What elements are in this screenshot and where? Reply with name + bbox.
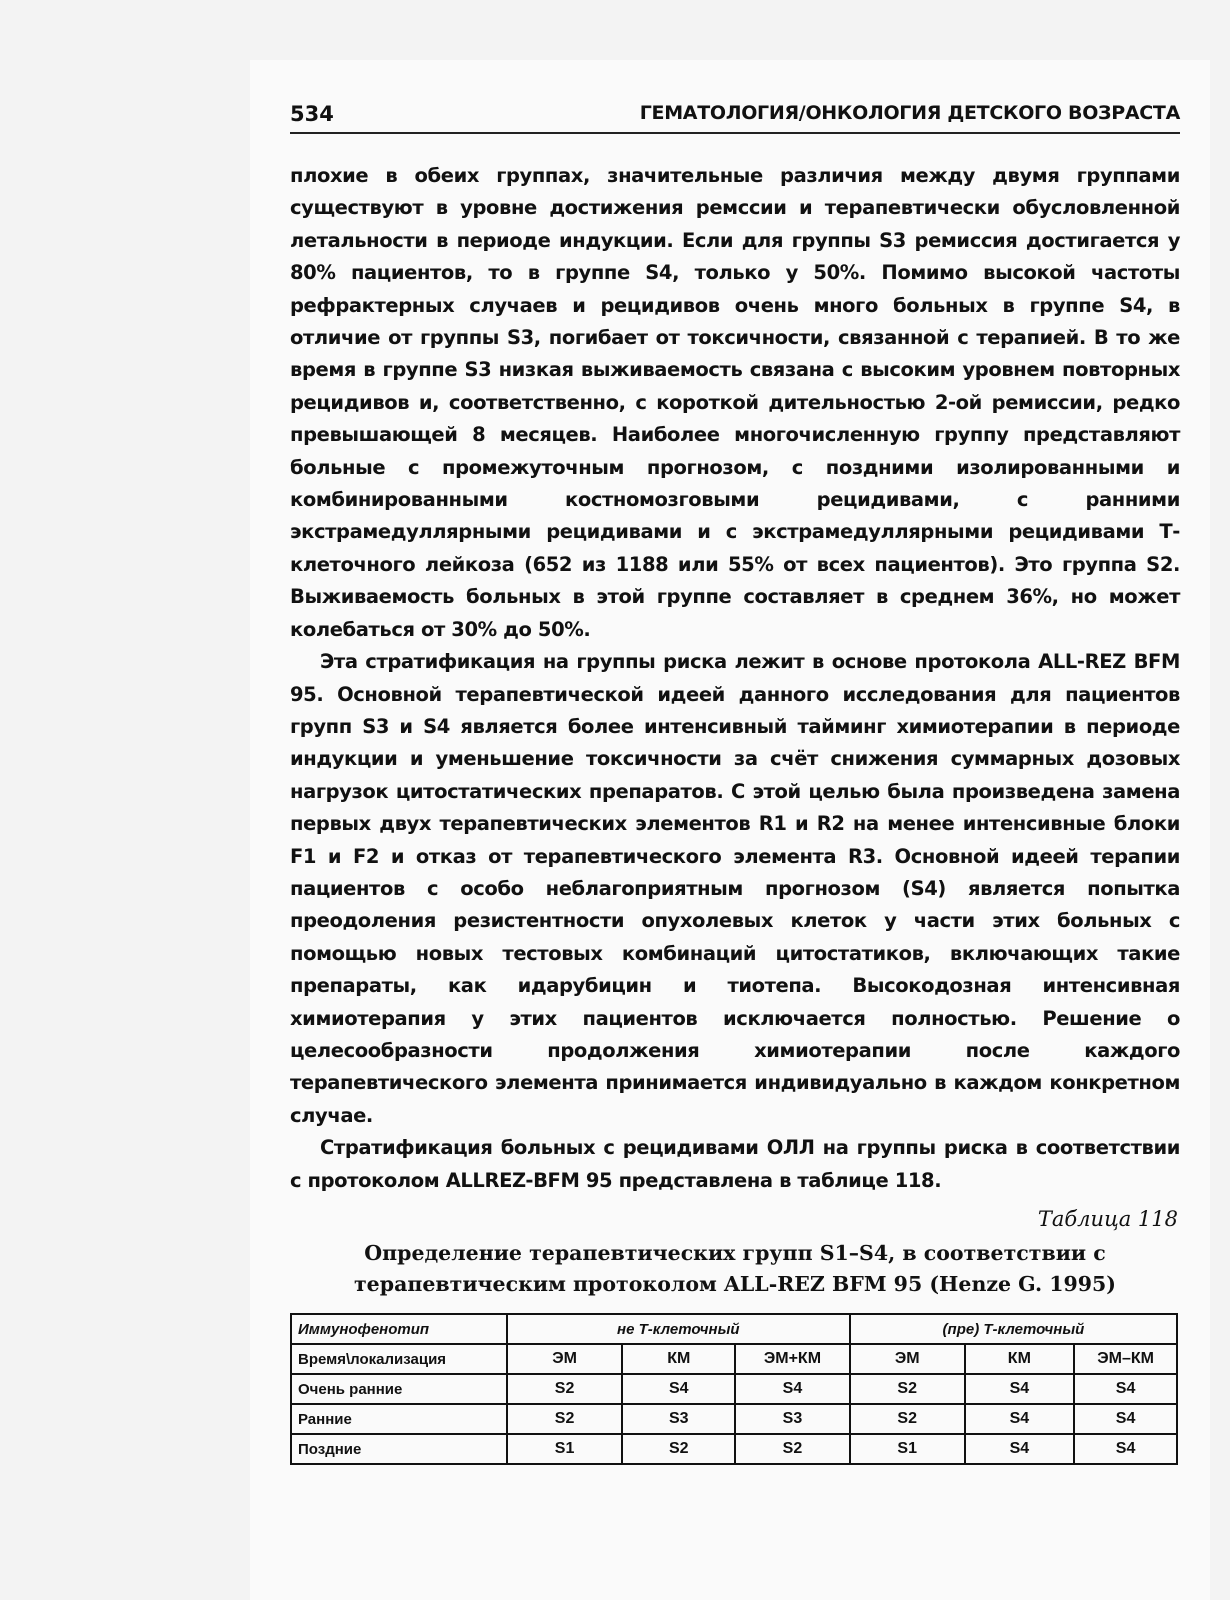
- table-cell: S2: [507, 1404, 623, 1434]
- table-caption-line-1: Определение терапевтических групп S1–S4, в соответствии с: [364, 1241, 1106, 1265]
- table-cell: S4: [1074, 1374, 1177, 1404]
- running-title: ГЕМАТОЛОГИЯ/ОНКОЛОГИЯ ДЕТСКОГО ВОЗРАСТА: [639, 102, 1180, 124]
- table-cell: S2: [850, 1404, 965, 1434]
- row-label: Поздние: [291, 1434, 507, 1464]
- table-cell: S4: [1074, 1434, 1177, 1464]
- table-caption-line-2: терапевтическим протоколом ALL-REZ BFM 95 (Henze G. 1995): [353, 1272, 1116, 1296]
- table-row: [291, 1434, 1177, 1464]
- table-caption: [290, 1238, 1180, 1300]
- subheader-cell: ЭМ–КМ: [1074, 1344, 1177, 1374]
- subheader-cell: КМ: [622, 1344, 735, 1374]
- table-subheader-row: [291, 1344, 1177, 1374]
- table-cell: S2: [622, 1434, 735, 1464]
- table-cell: S3: [622, 1404, 735, 1434]
- subheader-cell: ЭМ+КМ: [735, 1344, 850, 1374]
- table-cell: S2: [850, 1374, 965, 1404]
- table-cell: S4: [965, 1374, 1075, 1404]
- paragraph-3: Стратификация больных с рецидивами ОЛЛ на группы риска в соответствии с протоколом ALLREZ-BFM 95 представлена в таблице 118.: [290, 1136, 1180, 1192]
- table-cell: S4: [965, 1404, 1075, 1434]
- table-cell: S1: [507, 1434, 623, 1464]
- row-label: Ранние: [291, 1404, 507, 1434]
- risk-groups-table: [290, 1313, 1178, 1465]
- paragraph-1: плохие в обеих группах, значительные различия между двумя группами существуют в уровне достижения ремссии и терапевтически обусловленной летальности в периоде индукции. Если для группы S3 ремиссия достигается у 80% пациентов, то в группе S4, только у 50%. Помимо высокой частоты рефрактерных случаев и рецидивов очень много больных в группе S4, в отличие от группы S3, погибает от токсичности, связанной с терапией. В то же время в группе S3 низкая выживаемость связана с высоким уровнем повторных рецидивов и, соответственно, с короткой дительностью 2-ой ремиссии, редко превышающей 8 месяцев. Наиболее многочисленную группу представляют больные с промежуточным прогнозом, с поздними изолированными и комбинированными костномозговыми рецидивами, с ранними экстрамедуллярными рецидивами и с экстрамедуллярными рецидивами Т-клеточного лейкоза (652 из 1188 или 55% от всех пациентов). Это группа S2. Выживаемость больных в этой группе составляет в среднем 36%, но может колебаться от 30% до 50%.: [290, 164, 1180, 641]
- subheader-cell: ЭМ: [507, 1344, 623, 1374]
- subheader-label: Время\локализация: [291, 1344, 507, 1374]
- table-cell: S4: [1074, 1404, 1177, 1434]
- table-cell: S2: [507, 1374, 623, 1404]
- paragraph-2: Эта стратификация на группы риска лежит в основе протокола ALL-REZ BFM 95. Основной терапевтической идеей данного исследования для пациентов групп S3 и S4 является более интенсивный тайминг химиотерапии в периоде индукции и уменьшение токсичности за счёт снижения суммарных дозовых нагрузок цитостатических препаратов. С этой целью была произведена замена первых двух терапевтических элементов R1 и R2 на менее интенсивные блоки F1 и F2 и отказ от терапевтического элемента R3. Основной идеей терапии пациентов с особо неблагоприятным прогнозом (S4) является попытка преодоления резистентности опухолевых клеток у части этих больных с помощью новых тестовых комбинаций цитостатиков, включающих такие препараты, как идарубицин и тиотепа. Высокодозная интенсивная химиотерапия у этих пациентов исключается полностью. Решение о целесообразности продолжения химиотерапии после каждого терапевтического элемента принимается индивидуально в каждом конкретном случае.: [290, 650, 1180, 1127]
- subheader-cell: ЭМ: [850, 1344, 965, 1374]
- row-label: Очень ранние: [291, 1374, 507, 1404]
- subheader-cell: КМ: [965, 1344, 1075, 1374]
- table-cell: S4: [965, 1434, 1075, 1464]
- table-cell: S2: [735, 1434, 850, 1464]
- table-row: [291, 1404, 1177, 1434]
- table-cell: S4: [735, 1374, 850, 1404]
- header-phenotype: Иммунофенотип: [291, 1314, 507, 1344]
- table-cell: S4: [622, 1374, 735, 1404]
- header-pre-t-cell: (пре) Т-клеточный: [850, 1314, 1177, 1344]
- body-text: [290, 160, 1180, 1197]
- table-label: Таблица 118: [1037, 1207, 1178, 1231]
- table-row: [291, 1374, 1177, 1404]
- table-cell: S1: [850, 1434, 965, 1464]
- table-group-header-row: [291, 1314, 1177, 1344]
- page-header: [290, 96, 1180, 134]
- table-cell: S3: [735, 1404, 850, 1434]
- page-number: 534: [290, 102, 334, 126]
- header-non-t-cell: не Т-клеточный: [507, 1314, 850, 1344]
